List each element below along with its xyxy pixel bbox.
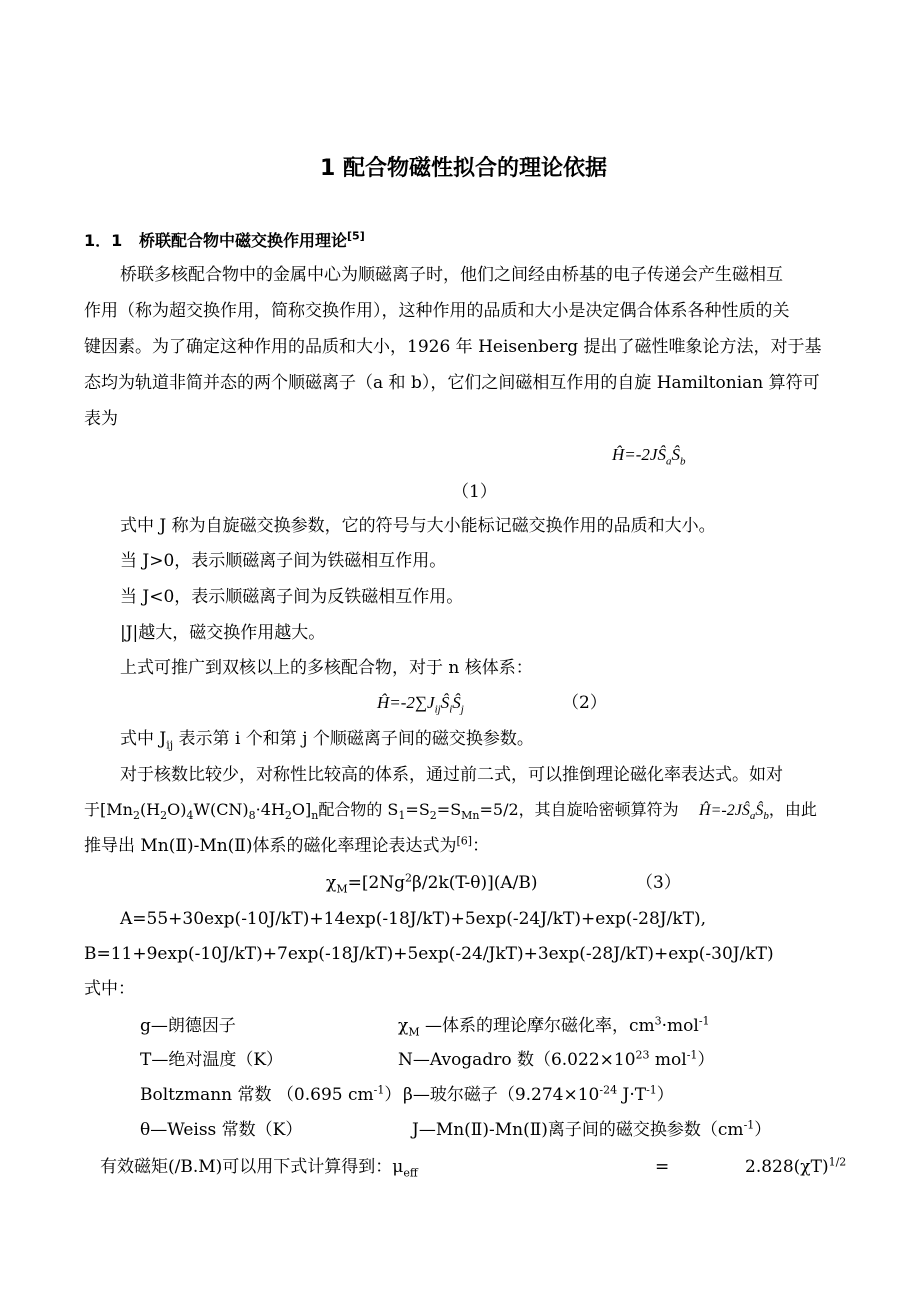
equation-2-number: （2） (562, 693, 607, 713)
j-negative-line: 当 J<0，表示顺磁离子间为反铁磁相互作用。 (120, 587, 464, 607)
j-definition-line: 式中 J 称为自旋磁交换参数，它的符号与大小能标记磁交换作用的品质和大小。 (120, 516, 716, 536)
para2-line-3: 推导出 Mn(Ⅱ)-Mn(Ⅱ)体系的磁化率理论表达式为[6]： (84, 834, 490, 856)
def-beta: β—玻尔磁子（$9.274\times 10^{-24}$ $J\cdot T^{-1}$） (403, 1083, 674, 1105)
equation-2: $Ĥ=-2\sum J_{ij}Ŝ_iŜ_j$ (377, 693, 464, 716)
section-heading (84, 229, 365, 253)
def-t: T—绝对温度（K） (140, 1050, 284, 1070)
equation-1: $Ĥ=-2JŜ_aŜ_b$ (612, 445, 686, 468)
para1-line-3: 键因素。为了确定这种作用的品质和大小，1926 年 Heisenberg 提出了磁性唯象论方法，对于基 (84, 337, 822, 357)
def-boltzmann: Boltzmann 常数 （0.695 $cm^{-1}$） (140, 1083, 402, 1105)
def-chi: $\chi_M$ —体系的理论摩尔磁化率，$cm^3\cdot mol^{-1}$ (398, 1014, 710, 1039)
para2-line-2: 于$[Mn_2(H_2O)_4W(CN)_8\cdot 4H_2O]_n$配合物的 $S_1=S_2=S_{Mn}=5/2$，其自旋哈密顿算符为 $Ĥ=-2JŜ_aŜ_b$，由此 (84, 800, 817, 823)
para1-line-1: 桥联多核配合物中的金属中心为顺磁离子时，他们之间经由桥基的电子传递会产生磁相互 (120, 265, 783, 285)
para1-line-4: 态均为轨道非简并态的两个顺磁离子（a 和 b），它们之间磁相互作用的自旋 Hamiltonian 算符可 (84, 373, 820, 393)
effective-moment-formula: $2.828(\chi T)^{1/2}$ (745, 1155, 847, 1177)
inline-hamiltonian: $Ĥ=-2JŜ_aŜ_b$ (699, 802, 769, 823)
page-title: 1 配合物磁性拟合的理论依据 (320, 156, 607, 181)
n-core-line: 上式可推广到双核以上的多核配合物，对于 n 核体系： (120, 658, 533, 678)
def-j: J—Mn(Ⅱ)-Mn(Ⅱ)离子间的磁交换参数$(cm^{-1})$ (412, 1118, 772, 1140)
equation-b: B=11+9exp(-10J/kT)+7exp(-18J/kT)+5exp(-24/JkT)+3exp(-28J/kT)+exp(-30J/kT) (84, 944, 774, 964)
effective-moment-line: 有效磁矩(/B.M)可以用下式计算得到：$\mu_{eff}$ (100, 1157, 418, 1180)
equation-3: $\chi_M=[2Ng^2\beta/2k(T-\theta)](A/B)$ (326, 871, 538, 896)
j-positive-line: 当 J>0，表示顺磁离子间为铁磁相互作用。 (120, 551, 447, 571)
para1-line-5: 表为 (84, 409, 118, 429)
def-theta: θ—Weiss 常数（K） (140, 1120, 303, 1140)
effective-moment-equals: = (655, 1157, 670, 1177)
jij-line: 式中 $J_{ij}$ 表示第 i 个和第 j 个顺磁离子间的磁交换参数。 (120, 729, 534, 752)
equation-a: A=55+30exp(-10J/kT)+14exp(-18J/kT)+5exp(-24J/kT)+exp(-28J/kT), (120, 909, 707, 929)
j-magnitude-line: |J|越大，磁交换作用越大。 (120, 623, 326, 643)
para1-line-2: 作用（称为超交换作用，简称交换作用），这种作用的品质和大小是决定偶合体系各种性质的关 (84, 301, 790, 321)
def-g: g—朗德因子 (140, 1016, 236, 1036)
equation-1-number: （1） (452, 482, 497, 502)
section-number: 1．1 (84, 231, 123, 250)
section-title: 桥联配合物中磁交换作用理论 (139, 231, 348, 250)
where-label: 式中： (84, 979, 135, 999)
equation-3-number: （3） (636, 873, 681, 893)
para2-line-1: 对于核数比较少，对称性比较高的体系，通过前二式，可以推倒理论磁化率表达式。如对 (120, 765, 783, 785)
def-n: N—Avogadro 数（$6.022\times 10^{23}$ mol$^{-1}$） (398, 1048, 715, 1070)
section-ref: [5] (347, 229, 365, 243)
